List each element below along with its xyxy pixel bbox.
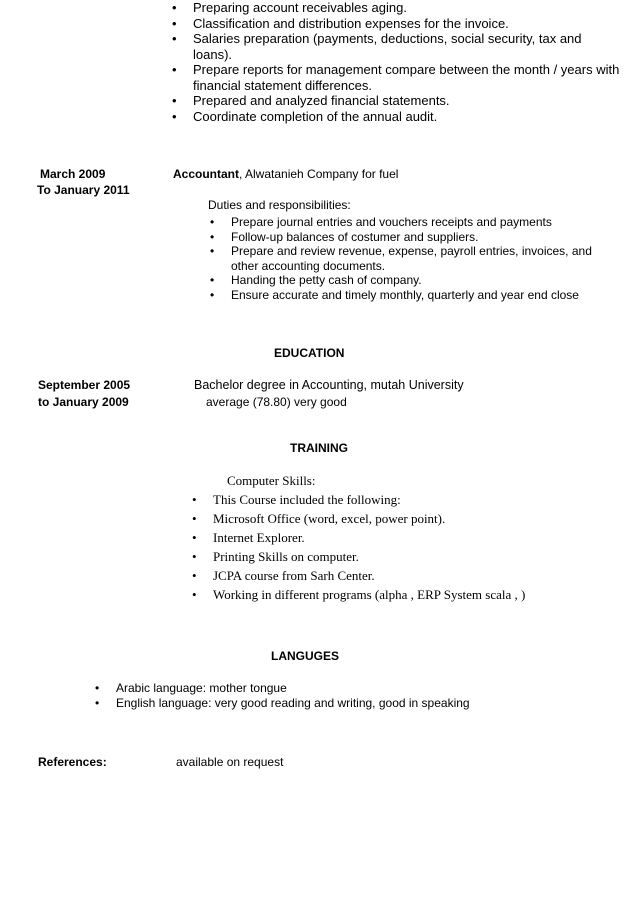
top-bullet-list [193, 0, 623, 124]
list-item: • Coordinate completion of the annual audit. [193, 109, 623, 125]
list-item: • Prepare and review revenue, expense, payroll entries, invoices, and other accounting documents. [231, 244, 601, 273]
education-date-from: September 2005 [38, 378, 131, 392]
list-item: • This Course included the following: [213, 490, 573, 509]
list-item: • Microsoft Office (word, excel, power point). [213, 509, 573, 528]
list-item: • Printing Skills on computer. [213, 547, 573, 566]
list-item: • Prepare reports for management compare between the month / years with financial statement differences. [193, 62, 623, 93]
training-heading: TRAINING [290, 441, 348, 455]
education-average: average (78.80) very good [206, 395, 347, 409]
references-label: References: [38, 755, 107, 769]
list-item: • Classification and distribution expenses for the invoice. [193, 16, 623, 32]
education-heading: EDUCATION [274, 346, 345, 360]
job-heading [173, 167, 398, 181]
training-list [213, 490, 573, 604]
job-date-to: To January 2011 [37, 183, 130, 197]
list-item: • Internet Explorer. [213, 528, 573, 547]
training-intro: Computer Skills: [227, 473, 316, 488]
list-item: • Follow-up balances of costumer and suppliers. [231, 230, 601, 245]
job-company: , Alwatanieh Company for fuel [239, 167, 399, 181]
list-item: • Salaries preparation (payments, deductions, social security, tax and loans). [193, 31, 623, 62]
list-item: • Preparing account receivables aging. [193, 0, 623, 16]
job-title: Accountant [173, 167, 239, 181]
references-value: available on request [176, 755, 284, 769]
list-item: • English language: very good reading and writing, good in speaking [116, 696, 576, 711]
list-item: • JCPA course from Sarh Center. [213, 566, 573, 585]
list-item: • Handing the petty cash of company. [231, 273, 601, 288]
education-date-to: to January 2009 [38, 395, 129, 409]
list-item: • Working in different programs (alpha , ERP System scala , ) [213, 585, 573, 604]
education-degree: Bachelor degree in Accounting, mutah University [194, 378, 464, 392]
job-date-from: March 2009 [40, 167, 106, 181]
duties-list [231, 215, 601, 302]
list-item: • Ensure accurate and timely monthly, quarterly and year end close [231, 288, 601, 303]
languages-heading: LANGUGES [271, 649, 340, 663]
list-item: • Prepared and analyzed financial statements. [193, 93, 623, 109]
list-item: • Prepare journal entries and vouchers receipts and payments [231, 215, 601, 230]
duties-label: Duties and responsibilities: [208, 198, 351, 212]
languages-list [116, 681, 576, 711]
list-item: • Arabic language: mother tongue [116, 681, 576, 696]
